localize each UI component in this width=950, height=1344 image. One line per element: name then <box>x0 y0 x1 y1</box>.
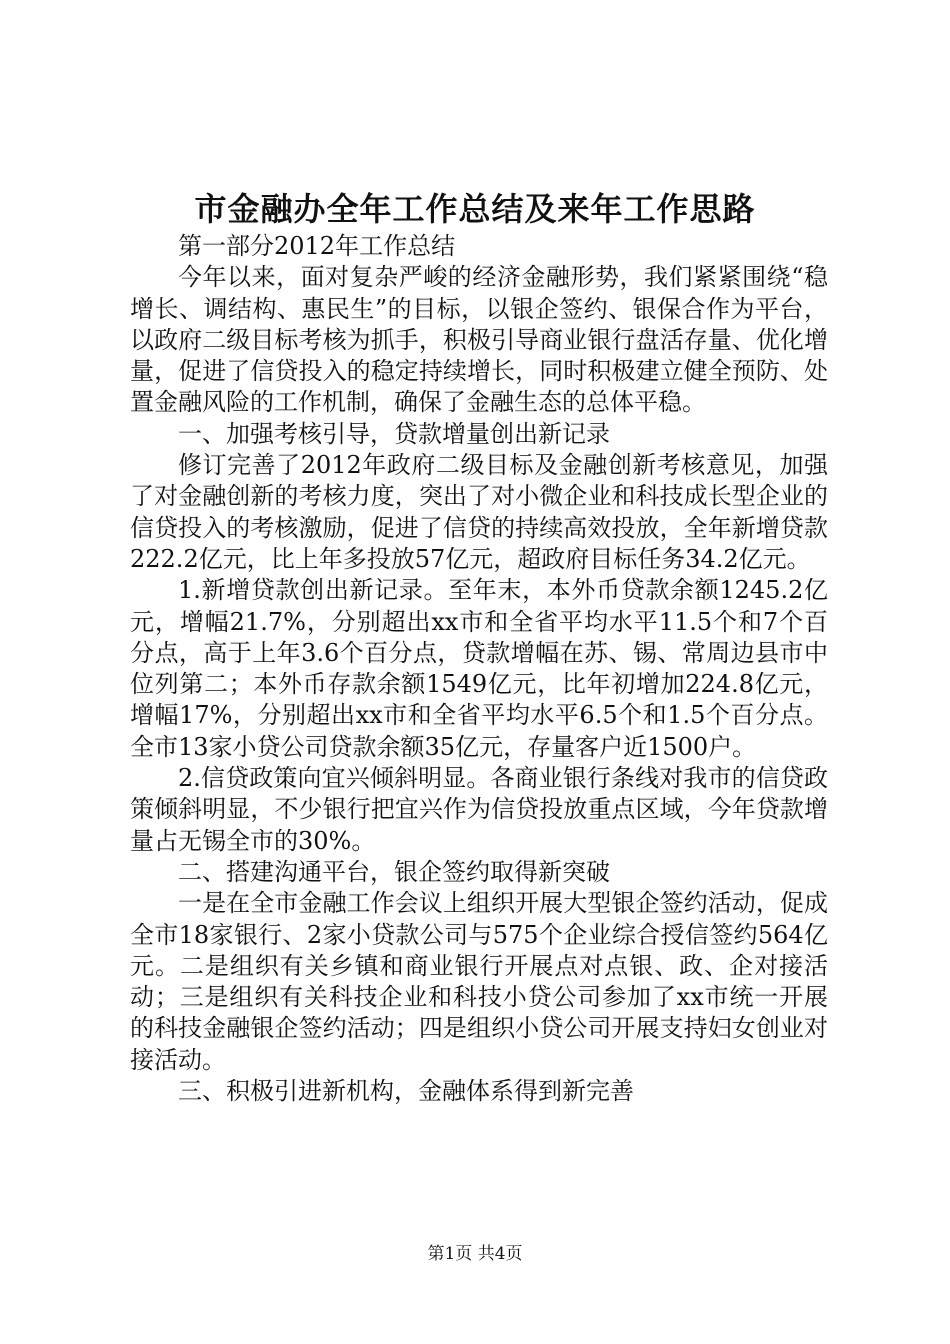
section-heading-3: 三、积极引进新机构，金融体系得到新完善 <box>178 1077 634 1106</box>
paragraph-signing: 一是在全市金融工作会议上组织开展大型银企签约活动，促成全市18家银行、2家小贷款公司与575个企业综合授信签约564亿元。二是组织有关乡镇和商业银行开展点对点银、政、企对接活动；三是组织有关科技企业和科技小贷公司参加了xx市统一开展的科技金融银企签约活动；四是组织小贷公司开展支持妇女创业对接活动。 <box>130 889 828 1074</box>
document-title: 市金融办全年工作总结及来年工作思路 <box>194 190 756 228</box>
paragraph-item-2: 2.信贷政策向宜兴倾斜明显。各商业银行条线对我市的信贷政策倾斜明显，不少银行把宜兴作为信贷投放重点区域，今年贷款增量占无锡全市的30%。 <box>130 764 828 855</box>
paragraph-intro: 今年以来，面对复杂严峻的经济金融形势，我们紧紧围绕“稳增长、调结构、惠民生”的目标，以银企签约、银保合作为平台，以政府二级目标考核为抓手，积极引导商业银行盘活存量、优化增量，促进了信贷投入的稳定持续增长，同时积极建立健全预防、处置金融风险的工作机制，确保了金融生态的总体平稳。 <box>130 263 828 417</box>
page-number-footer: 第1页 共4页 <box>427 1244 523 1264</box>
document-body <box>130 231 828 1107</box>
paragraph-assessment: 修订完善了2012年政府二级目标及金融创新考核意见，加强了对金融创新的考核力度，突出了对小微企业和科技成长型企业的信贷投入的考核激励，促进了信贷的持续高效投放，全年新增贷款222.2亿元，比上年多投放57亿元，超政府目标任务34.2亿元。 <box>130 451 828 573</box>
section-heading-part-one: 第一部分2012年工作总结 <box>178 232 456 260</box>
section-heading-1: 一、加强考核引导，贷款增量创出新记录 <box>178 419 610 448</box>
paragraph-item-1: 1.新增贷款创出新记录。至年末，本外币贷款余额1245.2亿元，增幅21.7%，分别超出xx市和全省平均水平11.5个和7个百分点，高于上年3.6个百分点，贷款增幅在苏、锡、常周边县市中位列第二；本外币存款余额1549亿元，比年初增加224.8亿元，增幅17%，分别超出xx市和全省平均水平6.5个和1.5个百分点。全市13家小贷公司贷款余额35亿元，存量客户近1500户。 <box>130 576 828 761</box>
section-heading-2: 二、搭建沟通平台，银企签约取得新突破 <box>178 857 610 886</box>
